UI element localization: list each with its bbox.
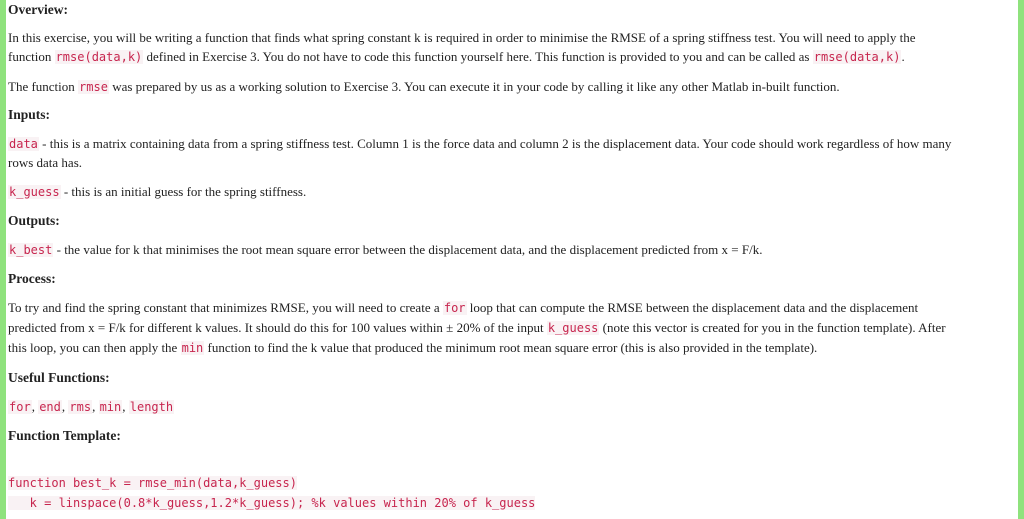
inline-code-for: for — [443, 301, 466, 315]
process-heading: Process: — [8, 271, 56, 286]
text: defined in Exercise 3. You do not have to code this function yourself here. This function is provided to you and can be called as — [143, 49, 813, 64]
process-line-1 — [8, 299, 918, 317]
inline-code-rmse-call: rmse(data,k) — [55, 50, 143, 64]
text: The function — [8, 79, 79, 94]
text: - this is a matrix containing data from a spring stiffness test. Column 1 is the force data and column 2 is the displacement data. Your code should work regardless of how many — [38, 136, 952, 151]
text: - this is an initial guess for the spring stiffness. — [60, 184, 307, 199]
outputs-heading: Outputs: — [8, 213, 60, 228]
inputs-heading: Inputs: — [8, 107, 51, 122]
input-data-line-2: rows data has. — [8, 155, 83, 170]
overview-paragraph-2 — [8, 78, 840, 96]
text: - the value for k that minimises the root mean square error between the displacement data, and the displacement predicted from x = F/k. — [53, 242, 763, 257]
inline-code-k-guess: k_guess — [9, 185, 60, 199]
inline-code-data: data — [9, 137, 38, 151]
process-line-2 — [8, 319, 946, 337]
inline-code-k-guess: k_guess — [547, 321, 599, 335]
text: . — [901, 49, 905, 64]
inline-code-rmse-call: rmse(data,k) — [813, 50, 901, 64]
text: To try and find the spring constant that minimizes RMSE, you will need to create a — [8, 300, 443, 315]
function-template-heading: Function Template: — [8, 428, 121, 443]
inline-code-rmse: rmse — [79, 80, 108, 94]
input-kguess — [8, 183, 306, 201]
code-block-line-1 — [8, 474, 297, 492]
output-kbest — [8, 241, 762, 259]
text: this loop, you can then apply the — [8, 340, 181, 355]
function-name: length — [129, 400, 174, 414]
useful-functions-list: for, end, rms, min, length — [9, 399, 174, 414]
overview-paragraph-line-2 — [8, 48, 905, 66]
text: was prepared by us as a working solution to Exercise 3. You can execute it in your code by calling it like any other Matlab in-built function. — [108, 79, 840, 94]
code-block-line-2 — [8, 494, 535, 512]
text: function to find the k value that produced the minimum root mean square error (this is also provided in the template). — [204, 340, 818, 355]
function-name: rms — [69, 400, 92, 414]
code-text: k = linspace(0.8*k_guess,1.2*k_guess); %k values within 20% of k_guess — [8, 496, 536, 510]
text: predicted from x = F/k for different k values. It should do this for 100 values within ± 20% of the input — [8, 320, 547, 335]
text: (note this vector is created for you in the function template). After — [599, 320, 946, 335]
process-line-3 — [8, 339, 817, 357]
overview-heading: Overview: — [8, 2, 68, 17]
overview-paragraph-line-1: In this exercise, you will be writing a function that finds what spring constant k is required in order to minimise the RMSE of a spring stiffness test. You will need to apply the — [8, 30, 916, 45]
text: loop that can compute the RMSE between the displacement data and the displacement — [466, 300, 919, 315]
inline-code-k-best: k_best — [9, 243, 53, 257]
function-name: for — [9, 400, 31, 414]
inline-code-min: min — [181, 341, 204, 355]
useful-functions-heading: Useful Functions: — [8, 370, 110, 385]
input-data-line-1 — [8, 135, 951, 153]
code-text: function best_k = rmse_min(data,k_guess) — [8, 476, 297, 490]
function-name: min — [99, 400, 122, 414]
function-name: end — [39, 400, 61, 414]
text: function — [8, 49, 55, 64]
